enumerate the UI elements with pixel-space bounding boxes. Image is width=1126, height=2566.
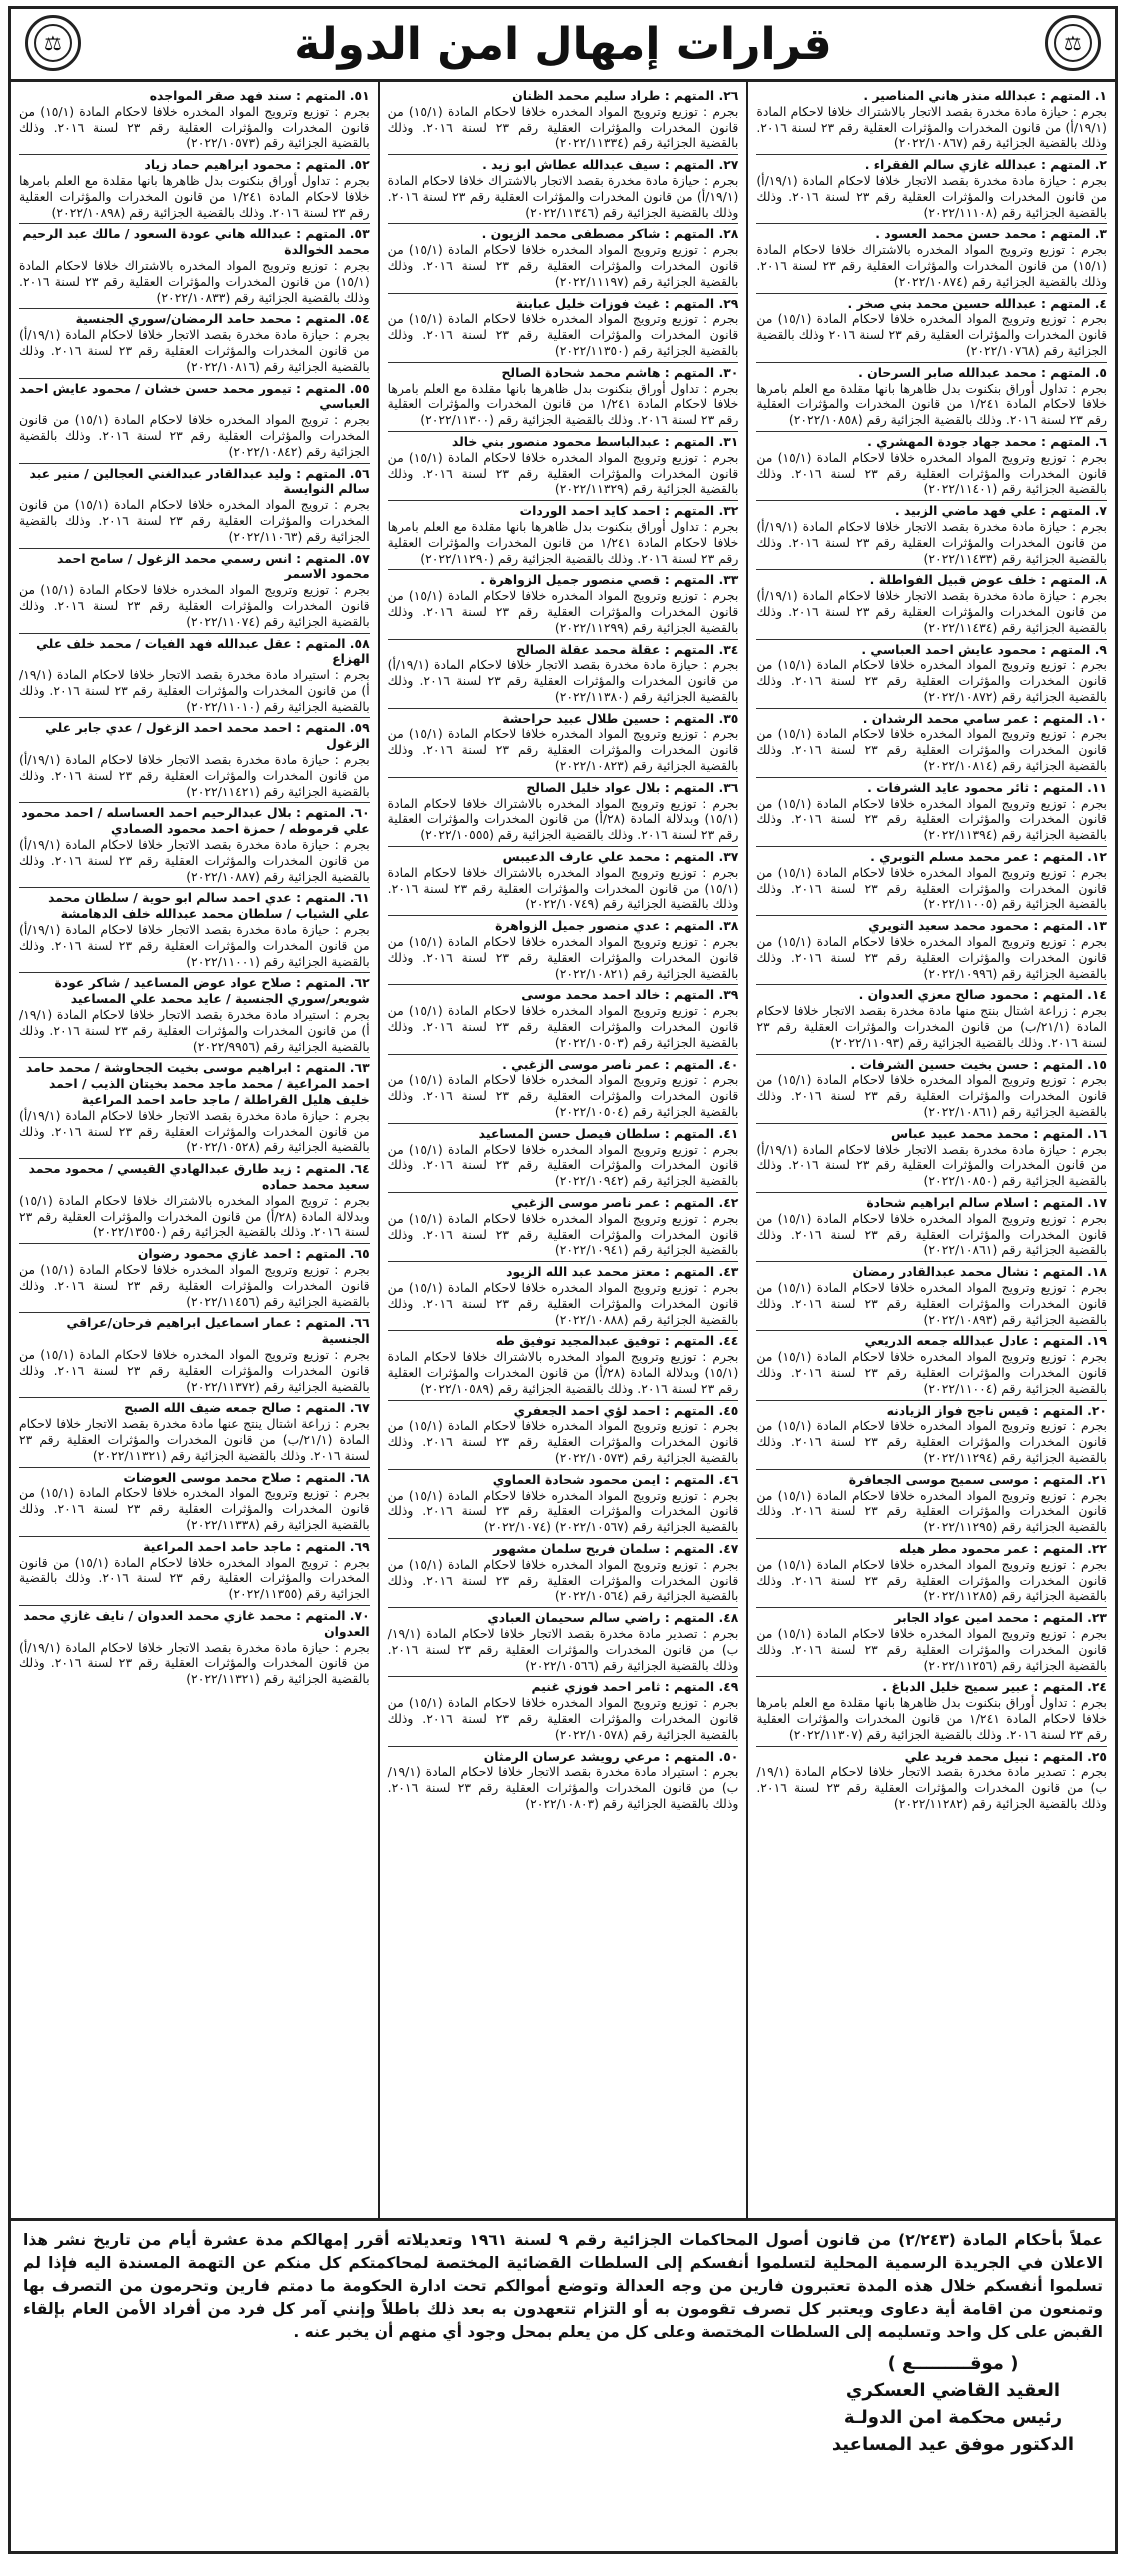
defendant-name: ١٦. المتهم : محمد محمد عبيد عباس (891, 1125, 1107, 1141)
decision-entry (388, 1055, 739, 1124)
defendant-name: ٦٠. المتهم : بلال عبدالرحيم احمد العساسله / احمد محمود علي قرموطه / حمزة احمد محمود الصمادي (21, 805, 370, 837)
header (11, 9, 1115, 82)
decision-entry (388, 294, 739, 363)
decision-entry (756, 155, 1107, 224)
defendant-name: ٦٩. المتهم : ماجد حامد احمد المراعية (143, 1538, 370, 1554)
decision-entry (388, 1470, 739, 1539)
defendant-name: ٨. المتهم : خلف عوض قبيل الفواطلة . (869, 572, 1107, 588)
decision-entry (388, 570, 739, 639)
charge-text: بجرم : حيازة مادة مخدرة بقصد الاتجار خلافا لاحكام المادة (١٩/١/أ) من قانون المخدرات والمؤثرات العقلية رقم ٢٣ لسنة ٢٠١٦. وذلك بالقضية الجزائية رقم (٢٠٢٢/١٠٨٨٧) (18, 837, 370, 884)
state-emblem-icon: ⚖ (1045, 15, 1101, 71)
defendant-name: ٤٩. المتهم : ثامر احمد فوزي غنيم (531, 1679, 739, 1695)
charge-text: بجرم : توزيع وترويج المواد المخدره خلافا لاحكام المادة (١٥/١) من قانون المخدرات والمؤثرات العقلية رقم ٢٣ لسنة ٢٠١٦. وذلك بالقضية الجزائية رقم (٢٠٢٢/١٠٥٦٤) (387, 1556, 739, 1604)
defendant-name: ٥. المتهم : محمد عبدالله صابر السرحان . (858, 364, 1107, 380)
decision-entry (19, 1468, 370, 1537)
charge-text: بجرم : توزيع وترويج المواد المخدره خلافا لاحكام المادة (١٥/١) من قانون المخدرات والمؤثرات العقلية رقم ٢٣ لسنة ٢٠١٦. وذلك بالقضية الجزائية رقم (٢٠٢٢/١٠٥٠٤) (387, 1072, 739, 1120)
defendant-name: ٥٣. المتهم : عبدالله هاني عودة السعود / مالك عبد الرحيم محمد الخوالدة (22, 226, 370, 258)
charge-text: بجرم : توزيع وترويج المواد المخدره بالاشتراك خلافا لاحكام المادة (١٥/١) من قانون المخدرات والمؤثرات العقلية رقم ٢٣ لسنة ٢٠١٦. وذلك بالقضية الجزائية رقم (٢٠٢٢/١٠٨٧٤) (756, 242, 1107, 289)
signature-rank: العقيد القاضي العسكري (845, 2380, 1061, 2401)
decision-entry (756, 1470, 1107, 1539)
decision-entry (388, 847, 739, 916)
decision-entry (756, 1193, 1107, 1262)
defendant-name: ٦٦. المتهم : عمار اسماعيل ابراهيم فرحان/عراقي الجنسية (66, 1315, 370, 1347)
defendant-name: ١. المتهم : عبدالله منذر هاني المناصير . (863, 88, 1107, 103)
decision-entry (756, 501, 1107, 570)
charge-text: بجرم : زراعة اشتال ينتج عنها مادة مخدرة بقصد الاتجار خلافا لاحكام المادة (٢١/١/ب) من قانون المخدرات والمؤثرات العقلية رقم ٢٣ لسنة ٢٠١٦. وذلك بالقضية الجزائية رقم (٢٠٢٢/١١٣٢١) (18, 1416, 370, 1463)
charge-text: بجرم : تداول أوراق بنكنوت بدل ظاهرها بانها مقلدة مع العلم بامرها خلافا لاحكام المادة ١/٢٤١ من قانون المخدرات والمؤثرات العقلية رقم ٢٣ لسنة ٢٠١٦. وذلك بالقضية الجزائية رقم (٢٠٢٢/١١٢٩٠) (387, 518, 739, 566)
decision-entry (19, 1058, 370, 1159)
charge-text: بجرم : حيازة مادة مخدرة بقصد الاتجار خلافا لاحكام المادة (١٩/١/أ) من قانون المخدرات والمؤثرات العقلية رقم ٢٣ لسنة ٢٠١٦. وذلك بالقضية الجزائية رقم (٢٠٢٢/١٠٨١٦) (18, 327, 370, 374)
defendant-name: ٣٤. المتهم : عقلة محمد عقلة الصالح (516, 641, 739, 657)
signature-block (803, 2350, 1103, 2458)
charge-text: بجرم : توزيع وترويج المواد المخدره خلافا لاحكام المادة (١٥/١) من قانون المخدرات والمؤثرات العقلية رقم ٢٣ لسنة ٢٠١٦. وذلك بالقضية الجزائية رقم (٢٠٢٢/١١٣٢٩) (387, 449, 739, 497)
decision-entry (19, 224, 370, 309)
defendant-name: ٤٦. المتهم : ايمن محمود شحادة العماوي (492, 1471, 739, 1487)
charge-text: بجرم : حيازة مادة مخدرة بقصد الاتجار خلافا لاحكام المادة (١٩/١/أ) من قانون المخدرات والمؤثرات العقلية رقم ٢٣ لسنة ٢٠١٦. وذلك بالقضية الجزائية رقم (٢٠٢٢/١١٤٣٤) (756, 588, 1107, 635)
defendant-name: ٢٣. المتهم : محمد امين عواد الجابر (894, 1610, 1107, 1626)
columns-container (11, 82, 1115, 2221)
charge-text: بجرم : استيراد مادة مخدرة بقصد الاتجار خلافا لاحكام المادة (١٩/١/ب) من قانون المخدرات والمؤثرات العقلية رقم ٢٣ لسنة ٢٠١٦. وذلك بالقضية الجزائية رقم (٢٠٢٢/١٠٨٠٣) (387, 1764, 739, 1811)
decision-entry (388, 1193, 739, 1262)
decision-entry (19, 379, 370, 464)
defendant-name: ٣٥. المتهم : حسين طلال عبيد حراحشة (502, 710, 739, 726)
defendant-name: ٣٣. المتهم : قصي منصور جميل الزواهرة . (480, 572, 739, 588)
document-page (8, 6, 1118, 2554)
defendant-name: ٣١. المتهم : عبدالباسط محمود منصور بني خالد (451, 433, 739, 449)
charge-text: بجرم : حيازة مادة مخدرة بقصد الاتجار خلافا لاحكام المادة (١٩/١/أ) من قانون المخدرات والمؤثرات العقلية رقم ٢٣ لسنة ٢٠١٦. وذلك بالقضية الجزائية رقم (٢٠٢٢/١١٤٣٣) (756, 518, 1107, 566)
charge-text: بجرم : استيراد مادة مخدرة بقصد الاتجار خلافا لاحكام المادة (١٩/١/أ) من قانون المخدرات والمؤثرات العقلية رقم ٢٣ لسنة ٢٠١٦. وذلك بالقضية الجزائية رقم (٢٠٢٢/١١٠١٠) (18, 667, 370, 714)
charge-text: بجرم : تداول أوراق بنكنوت بدل ظاهرها بانها مقلدة مع العلم بامرها خلافا لاحكام المادة ١/٢٤١ من قانون المخدرات والمؤثرات العقلية رقم ٢٣ لسنة ٢٠١٦. وذلك بالقضية الجزائية رقم (٢٠٢٢/١٠٨٩٨) (18, 172, 370, 220)
defendant-name: ١٤. المتهم : محمود صالح معزي العدوان . (858, 987, 1107, 1003)
page-title: قرارات إمهال امن الدولة (294, 18, 832, 70)
charge-text: بجرم : توزيع وترويج المواد المخدره خلافا لاحكام المادة (١٥/١) من قانون المخدرات والمؤثرات العقلية رقم ٢٣ لسنة ٢٠١٦. وذلك بالقضية الجزائية رقم (٢٠٢٢/١٠٨٢٣) (387, 726, 739, 774)
column-1 (746, 82, 1115, 2218)
charge-text: بجرم : توزيع وترويج المواد المخدره خلافا لاحكام المادة (١٥/١) من قانون المخدرات والمؤثرات العقلية رقم ٢٣ لسنة ٢٠١٦. وذلك بالقضية الجزائية رقم (٢٠٢٢/١٠٥٧٨) (387, 1695, 739, 1742)
defendant-name: ٢٠. المتهم : قيس ناجح فواز الزيادنه (886, 1402, 1107, 1418)
charge-text: بجرم : توزيع وترويج المواد المخدره خلافا لاحكام المادة (١٥/١) من قانون المخدرات والمؤثرات العقلية رقم ٢٣ لسنة ٢٠١٦. وذلك بالقضية الجزائية رقم (٢٠٢٢/١١٠٠٤) (756, 1349, 1107, 1396)
charge-text: بجرم : حيازة مادة مخدرة بقصد الاتجار خلافا لاحكام المادة (١٩/١/أ) من قانون المخدرات والمؤثرات العقلية رقم ٢٣ لسنة ٢٠١٦. وذلك بالقضية الجزائية رقم (٢٠٢٢/١١١٠٨) (756, 172, 1107, 220)
charge-text: بجرم : توزيع وترويج المواد المخدره خلافا لاحكام المادة (١٥/١) من قانون المخدرات والمؤثرات العقلية رقم ٢٣ لسنة ٢٠١٦. وذلك بالقضية الجزائية رقم (٢٠٢٢/١٠٨١٤) (756, 726, 1107, 774)
defendant-name: ٥٧. المتهم : انس رسمي محمد الزغول / سامح احمد محمود الاسمر (57, 550, 370, 582)
decision-entry (388, 778, 739, 847)
defendant-name: ٢٧. المتهم : سيف عبدالله عطاش ابو زيد . (482, 157, 739, 173)
charge-text: بجرم : حيازة مادة مخدرة بقصد الاتجار خلافا لاحكام المادة (١٩/١/أ) من قانون المخدرات والمؤثرات العقلية رقم ٢٣ لسنة ٢٠١٦. وذلك بالقضية الجزائية رقم (٢٠٢٢/١١٤٢١) (18, 752, 370, 799)
decision-entry (756, 570, 1107, 639)
decision-entry (19, 1606, 370, 1690)
charge-text: بجرم : تداول أوراق بنكنوت بدل ظاهرها بانها مقلدة مع العلم بامرها خلافا لاحكام المادة ١/٢٤١ من قانون المخدرات والمؤثرات العقلية رقم ٢٣ لسنة ٢٠١٦. وذلك بالقضية الجزائية رقم (٢٠٢٢/١١٣٠٧) (756, 1695, 1107, 1742)
defendant-name: ٣٠. المتهم : هاشم محمد شحادة الصالح (501, 364, 739, 380)
defendant-name: ٤٧. المتهم : سلمان فريح سلمان مشهور (493, 1540, 739, 1556)
defendant-name: ٢. المتهم : عبدالله غازي سالم الفقراء . (864, 157, 1107, 173)
defendant-name: ٥٦. المتهم : وليد عبدالقادر عبدالغني العجالين / منير عبد سالم النوايسة (29, 465, 370, 497)
decision-entry (756, 778, 1107, 847)
defendant-name: ٦١. المتهم : عدي احمد سالم ابو حوية / سلطان محمد علي الشياب / سلطان محمد عبدالله خلف الدهامشة (48, 890, 370, 922)
defendant-name: ٢٨. المتهم : شاكر مصطفى محمد الزيون . (481, 226, 739, 242)
decision-entry (756, 1608, 1107, 1677)
charge-text: بجرم : توزيع وترويج المواد المخدره خلافا لاحكام المادة (١٥/١) من قانون المخدرات والمؤثرات العقلية رقم ٢٣ لسنة ٢٠١٦. وذلك بالقضية الجزائية رقم (٢٠٢٢/١١٤٠١) (756, 449, 1107, 497)
defendant-name: ٣٩. المتهم : خالد احمد محمد موسى (521, 987, 739, 1003)
decision-entry (19, 549, 370, 634)
defendant-name: ٢٥. المتهم : نبيل محمد فريد علي (904, 1748, 1107, 1764)
defendant-name: ٤٤. المتهم : توفيق عبدالمجيد توفيق طه (495, 1333, 739, 1349)
defendant-name: ٢٩. المتهم : غيث فوزات خليل عبابنة (515, 295, 739, 311)
charge-text: بجرم : توزيع وترويج المواد المخدره خلافا لاحكام المادة (١٥/١) من قانون المخدرات والمؤثرات العقلية رقم ٢٣ لسنة ٢٠١٦. وذلك بالقضية الجزائية رقم (٢٠٢٢/١١٤٥٦) (18, 1261, 370, 1309)
defendant-name: ١١. المتهم : ثائر محمود عايد الشرفات . (867, 779, 1107, 795)
charge-text: بجرم : توزيع وترويج المواد المخدره خلافا لاحكام المادة (١٥/١) من قانون المخدرات والمؤثرات العقلية رقم ٢٣ لسنة ٢٠١٦. وذلك بالقضية الجزائية رقم (٢٠٢٢/١١١٩٧) (387, 242, 739, 289)
defendant-name: ٣٨. المتهم : عدي منصور جميل الزواهرة (495, 918, 739, 934)
decision-entry (388, 501, 739, 570)
column-2 (378, 82, 747, 2218)
decision-entry (756, 432, 1107, 501)
defendant-name: ١٨. المتهم : نشال محمد عبدالقادر رمضان (852, 1264, 1107, 1280)
defendant-name: ١٠. المتهم : عمر سامي محمد الرشدان . (862, 710, 1107, 726)
charge-text: بجرم : تداول أوراق بنكنوت بدل ظاهرها بانها مقلدة مع العلم بامرها خلافا لاحكام المادة ١/٢٤١ من قانون المخدرات والمؤثرات العقلية رقم ٢٣ لسنة ٢٠١٦. وذلك بالقضية الجزائية رقم (٢٠٢٢/١٠٨٥٨) (756, 380, 1107, 428)
charge-text: بجرم : توزيع وترويج المواد المخدره خلافا لاحكام المادة (١٥/١) من قانون المخدرات والمؤثرات العقلية رقم ٢٣ لسنة ٢٠١٦. وذلك بالقضية الجزائية رقم (٢٠٢٢/١٠٨٧٢) (756, 657, 1107, 704)
defendant-name: ٥٢. المتهم : محمود ابراهيم حماد زياد (144, 157, 370, 173)
decision-entry (756, 1677, 1107, 1746)
decision-entry (756, 1055, 1107, 1124)
defendant-name: ٦٨. المتهم : صلاح محمد موسى العوضات (123, 1469, 370, 1485)
charge-text: بجرم : توزيع وترويج المواد المخدره خلافا لاحكام المادة (١٥/١) من قانون المخدرات والمؤثرات العقلية رقم ٢٣ لسنة ٢٠١٦. وذلك بالقضية الجزائية رقم (٢٠٢٢/١١٢٩٥) (756, 1487, 1107, 1535)
defendant-name: ٤١. المتهم : سلطان فيصل حسن المساعيد (478, 1125, 739, 1141)
decision-entry (756, 916, 1107, 985)
charge-text: بجرم : ترويج المواد المخدره خلافا لاحكام المادة (١٥/١) من قانون المخدرات والمؤثرات العقلية رقم ٢٣ لسنة ٢٠١٦. وذلك بالقضية الجزائية رقم (٢٠٢٢/١٠٨٤٢) (18, 412, 370, 459)
defendant-name: ٤٢. المتهم : عمر ناصر موسى الزغبي (511, 1195, 739, 1210)
charge-text: بجرم : توزيع وترويج المواد المخدره خلافا لاحكام المادة (١٥/١) من قانون المخدرات والمؤثرات العقلية رقم ٢٣ لسنة ٢٠١٦. وذلك بالقضية الجزائية رقم (٢٠٢٢/١٠٥٧٣) (18, 103, 370, 151)
charge-text: بجرم : تداول أوراق بنكنوت بدل ظاهرها بانها مقلدة مع العلم بامرها خلافا لاحكام المادة ١/٢٤١ من قانون المخدرات والمؤثرات العقلية رقم ٢٣ لسنة ٢٠١٦. وذلك بالقضية الجزائية رقم (٢٠٢٢/١١٣٠٠) (387, 380, 739, 428)
charge-text: بجرم : توزيع وترويج المواد المخدره خلافا لاحكام المادة (١٥/١) من قانون المخدرات والمؤثرات العقلية رقم ٢٣ لسنة ٢٠١٦. وذلك بالقضية الجزائية رقم (٢٠٢٢/١٠٨٩٣) (756, 1279, 1107, 1327)
defendant-name: ٤٣. المتهم : معتز محمد عبد الله الزيود (506, 1264, 739, 1280)
decision-entry (19, 309, 370, 378)
charge-text: بجرم : توزيع وترويج المواد المخدره خلافا لاحكام المادة (١٥/١) من قانون المخدرات والمؤثرات العقلية رقم ٢٣ لسنة ٢٠١٦. وذلك بالقضية الجزائية رقم (٢٠٢٢/١١٠٧٤) (18, 582, 370, 629)
decision-entry (388, 363, 739, 432)
defendant-name: ٣٧. المتهم : محمد علي عارف الدعيبس (502, 849, 739, 865)
decision-entry (756, 86, 1107, 155)
decision-entry (388, 155, 739, 224)
defendant-name: ٧. المتهم : علي فهد ماضي الزبيد . (894, 503, 1107, 519)
charge-text: بجرم : حيازة مادة مخدرة بقصد الاتجار خلافا لاحكام المادة (١٩/١/أ) من قانون المخدرات والمؤثرات العقلية رقم ٢٣ لسنة ٢٠١٦. وذلك بالقضية الجزائية رقم (٢٠٢٢/١١٠٠١) (18, 922, 370, 969)
defendant-name: ٣٢. المتهم : احمد كايد احمد الوردات (519, 503, 739, 519)
decision-entry (388, 1677, 739, 1746)
defendant-name: ١٥. المتهم : حسن بخيت حسين الشرفات . (850, 1056, 1107, 1072)
decision-entry (756, 847, 1107, 916)
charge-text: بجرم : توزيع وترويج المواد المخدره خلافا لاحكام المادة (١٥/١) من قانون المخدرات والمؤثرات العقلية رقم ٢٣ لسنة ٢٠١٦. وذلك بالقضية الجزائية رقم (٢٠٢٢/١٠٨٨٨) (387, 1279, 739, 1327)
decision-entry (19, 973, 370, 1058)
charge-text: بجرم : حيازة مادة مخدرة بقصد الاتجار خلافا لاحكام المادة (١٩/١/أ) من قانون المخدرات والمؤثرات العقلية رقم ٢٣ لسنة ٢٠١٦. وذلك بالقضية الجزائية رقم (٢٠٢٢/١١٣٨٠) (387, 657, 739, 704)
decision-entry (388, 709, 739, 778)
decision-entry (19, 1313, 370, 1398)
charge-text: بجرم : ترويج المواد المخدره خلافا لاحكام المادة (١٥/١) من قانون المخدرات والمؤثرات العقلية رقم ٢٣ لسنة ٢٠١٦. وذلك بالقضية الجزائية رقم (٢٠٢٢/١١٠٦٣) (18, 497, 370, 544)
defendant-name: ٢٦. المتهم : طراد سليم محمد الظنان (512, 88, 739, 103)
decision-entry (388, 1608, 739, 1677)
defendant-name: ٥١. المتهم : سند فهد صقر المواجده (149, 88, 370, 103)
defendant-name: ٩. المتهم : محمود عايش احمد العباسي . (861, 641, 1107, 657)
charge-text: بجرم : زراعة اشتال بنتج منها مادة مخدرة بقصد الاتجار خلافا لاحكام المادة (٢١/١/ب) من قانون المخدرات والمؤثرات العقلية رقم ٢٣ لسنة ٢٠١٦. وذلك بالقضية الجزائية رقم (٢٠٢٢/١١٠٩٣) (756, 1003, 1107, 1050)
charge-text: بجرم : توزيع وترويج المواد المخدره خلافا لاحكام المادة (١٥/١) من قانون المخدرات والمؤثرات العقلية رقم ٢٣ لسنة ٢٠١٦. وذلك بالقضية الجزائية رقم (٢٠٢٢/١٠٩٤١) (387, 1210, 739, 1258)
defendant-name: ١٧. المتهم : اسلام سالم ابراهيم شحادة (866, 1195, 1107, 1210)
charge-text: بجرم : حيازة مادة مخدرة بقصد الاتجار بالاشتراك خلافا لاحكام المادة (١٩/١/أ) من قانون المخدرات والمؤثرات العقلية رقم ٢٣ لسنة ٢٠١٦. وذلك بالقضية الجزائية رقم (٢٠٢٢/١٠٨٦٧) (756, 103, 1107, 151)
charge-text: بجرم : توزيع وترويج المواد المخدره خلافا لاحكام المادة (١٥/١) من قانون المخدرات والمؤثرات العقلية رقم ٢٣ لسنة ٢٠١٦. وذلك بالقضية الجزائية رقم (٢٠٢٢/١١٠٠٥) (756, 864, 1107, 912)
charge-text: بجرم : استيراد مادة مخدرة بقصد الاتجار خلافا لاحكام المادة (١٩/١/أ) من قانون المخدرات والمؤثرات العقلية رقم ٢٣ لسنة ٢٠١٦. وذلك بالقضية الجزائية رقم (٢٠٢٢/٩٩٥٦) (18, 1007, 370, 1054)
defendant-name: ٤٨. المتهم : راضي سالم سحيمان العبادي (487, 1610, 739, 1626)
decision-entry (756, 985, 1107, 1054)
defendant-name: ٢٢. المتهم : عمر محمود مطر هيله (898, 1540, 1107, 1556)
defendant-name: ١٣. المتهم : محمود محمد سعيد التويري (868, 918, 1107, 934)
charge-text: بجرم : حيازة مادة مخدرة بقصد الاتجار بالاشتراك خلافا لاحكام المادة (١٩/١/أ) من قانون المخدرات والمؤثرات العقلية رقم ٢٣ لسنة ٢٠١٦. وذلك بالقضية الجزائية رقم (٢٠٢٢/١١٣٤٦) (387, 172, 739, 220)
column-3 (11, 82, 378, 2218)
defendant-name: ٤. المتهم : عبدالله حسين محمد بني صخر . (847, 295, 1107, 311)
signature-name: الدكتور موفق عيد المساعيد (831, 2434, 1075, 2455)
decision-entry (19, 1398, 370, 1467)
defendant-name: ٤٠. المتهم : عمر ناصر موسى الزغبي . (502, 1056, 739, 1072)
charge-text: بجرم : توزيع وترويج المواد المخدره بالاشتراك خلافا لاحكام المادة (١٥/١) وبدلالة المادة (٢٨/أ) من قانون المخدرات والمؤثرات العقلية رقم ٢٣ لسنة ٢٠١٦. وذلك بالقضية الجزائية رقم (٢٠٢٢/١٠٥٥٥) (387, 795, 739, 843)
decision-entry (19, 888, 370, 973)
decision-entry (388, 1124, 739, 1193)
charge-text: بجرم : توزيع وترويج المواد المخدره خلافا لاحكام المادة (١٥/١) من قانون المخدرات والمؤثرات العقلية رقم ٢٣ لسنة ٢٠١٦. وذلك بالقضية الجزائية رقم (٢٠٢٢/١١٢٩٤) (756, 1418, 1107, 1465)
defendant-name: ٥٩. المتهم : احمد محمد احمد الزغول / عدي جابر علي الزغول (45, 720, 370, 752)
charge-text: بجرم : توزيع وترويج المواد المخدره خلافا لاحكام المادة (١٥/١) من قانون المخدرات والمؤثرات العقلية رقم ٢٣ لسنة ٢٠١٦. وذلك بالقضية الجزائية رقم (٢٠٢٢/١١٢٨٥) (756, 1556, 1107, 1604)
charge-text: بجرم : حيازة مادة مخدرة بقصد الاتجار خلافا لاحكام المادة (١٩/١/أ) من قانون المخدرات والمؤثرات العقلية رقم ٢٣ لسنة ٢٠١٦. وذلك بالقضية الجزائية رقم (٢٠٢٢/١١٣٢١) (18, 1639, 370, 1687)
charge-text: بجرم : توزيع وترويج المواد المخدره خلافا لاحكام المادة (١٥/١) من قانون المخدرات والمؤثرات العقلية رقم ٢٣ لسنة ٢٠١٦. وذلك بالقضية الجزائية رقم (٢٠٢٢/١٠٩٩٦) (756, 934, 1107, 981)
decision-entry (19, 1244, 370, 1313)
defendant-name: ٦. المتهم : محمد جهاد جودة المهشري . (867, 433, 1107, 449)
defendant-name: ١٩. المتهم : عادل عبدالله جمعه الدريعي (864, 1333, 1107, 1349)
charge-text: بجرم : توزيع وترويج المواد المخدره خلافا لاحكام المادة (١٥/١) من قانون المخدرات والمؤثرات العقلية رقم ٢٣ لسنة ٢٠١٦. وذلك بالقضية الجزائية رقم (٢٠٢٢/١٠٥٠٣) (387, 1003, 739, 1050)
defendant-name: ٥٨. المتهم : عقل عبدالله فهد الفيات / محمد خلف علي الهزاع (36, 635, 370, 667)
defendant-name: ٥٤. المتهم : محمد حامد الرمضان/سوري الجنسية (75, 311, 370, 327)
charge-text: بجرم : حيازة مادة مخدرة بقصد الاتجار خلافا لاحكام المادة (١٩/١/أ) من قانون المخدرات والمؤثرات العقلية رقم ٢٣ لسنة ٢٠١٦. وذلك بالقضية الجزائية رقم (٢٠٢٢/١٠٨٥٠) (756, 1141, 1107, 1189)
decision-entry (388, 916, 739, 985)
defendant-name: ٦٤. المتهم : زيد طارق عبدالهادي القيسي / محمود محمد سعيد محمد حماده (28, 1161, 370, 1192)
decision-entry (756, 1747, 1107, 1815)
charge-text: بجرم : توزيع وترويج المواد المخدره خلافا لاحكام المادة (١٥/١) من قانون المخدرات والمؤثرات العقلية رقم ٢٣ لسنة ٢٠١٦. وذلك بالقضية الجزائية رقم (٢٠٢٢/١١٣٩٤) (756, 795, 1107, 843)
decision-entry (756, 640, 1107, 709)
defendant-name: ٧٠. المتهم : محمد غازي محمد العدوان / نايف غازي محمد العدوان (23, 1607, 370, 1639)
defendant-name: ٦٧. المتهم : صالح جمعه ضيف الله الصبح (124, 1400, 370, 1416)
charge-text: بجرم : توزيع وترويج المواد المخدره خلافا لاحكام المادة (١٥/١) من قانون المخدرات والمؤثرات العقلية رقم ٢٣ لسنة ٢٠١٦. وذلك بالقضية الجزائية رقم (٢٠٢٢/١٠٨٢١) (387, 934, 739, 981)
defendant-name: ٣٦. المتهم : بلال عواد خليل الصالح (526, 779, 739, 795)
charge-text: بجرم : تصدير مادة مخدرة بقصد الاتجار خلافا لاحكام المادة (١٩/١/ب) من قانون المخدرات والمؤثرات العقلية رقم ٢٣ لسنة ٢٠١٦. وذلك بالقضية الجزائية رقم (٢٠٢٢/١١٢٨٢) (756, 1764, 1107, 1811)
charge-text: بجرم : توزيع وترويج المواد المخدره خلافا لاحكام المادة (١٥/١) من قانون المخدرات والمؤثرات العقلية رقم ٢٣ لسنة ٢٠١٦. وذلك بالقضية الجزائية رقم (٢٠٢٢/١١٣٣٤) (387, 103, 739, 151)
decision-entry (756, 1331, 1107, 1400)
charge-text: بجرم : توزيع وترويج المواد المخدره خلافا لاحكام المادة (١٥/١) من قانون المخدرات والمؤثرات العقلية رقم ٢٣ لسنة ٢٠١٦. وذلك بالقضية الجزائية رقم (٢٠٢٢/١١٢٥٦) (756, 1625, 1107, 1673)
charge-text: بجرم : ترويج المواد المخدره خلافا لاحكام المادة (١٥/١) من قانون المخدرات والمؤثرات العقلية رقم ٢٣ لسنة ٢٠١٦. وذلك بالقضية الجزائية رقم (٢٠٢٢/١١٣٥٥) (18, 1554, 370, 1602)
decision-entry (388, 224, 739, 293)
decision-entry (756, 1539, 1107, 1608)
decision-entry (19, 634, 370, 719)
defendant-name: ٢٤. المتهم : عبير سميح خليل الدباغ . (882, 1679, 1107, 1695)
decision-entry (388, 1262, 739, 1331)
decision-entry (388, 86, 739, 155)
charge-text: بجرم : توزيع وترويج المواد المخدره خلافا لاحكام المادة (١٥/١) من قانون المخدرات والمؤثرات العقلية رقم ٢٣ لسنة ٢٠١٦. وذلك بالقضية الجزائية رقم (٢٠٢٢/١٠٥٦٧) (٢٠٢٢/١٠٧٤) (387, 1487, 739, 1535)
decision-entry (756, 224, 1107, 293)
decision-entry (388, 640, 739, 709)
charge-text: بجرم : توزيع وترويج المواد المخدره خلافا لاحكام المادة (١٥/١) من قانون المخدرات والمؤثرات العقلية رقم ٢٣ لسنة ٢٠١٦ وذلك بالقضية الجزائية رقم (٢٠٢٢/١٠٧٦٨) (756, 311, 1107, 358)
decision-entry (756, 363, 1107, 432)
decision-entry (19, 803, 370, 888)
defendant-name: ١٢. المتهم : عمر محمد مسلم التوبري . (870, 849, 1107, 865)
charge-text: بجرم : حيازة مادة مخدرة بقصد الاتجار خلافا لاحكام المادة (١٩/١/أ) من قانون المخدرات والمؤثرات العقلية رقم ٢٣ لسنة ٢٠١٦. وذلك بالقضية الجزائية رقم (٢٠٢٢/١٠٥٢٨) (18, 1107, 370, 1155)
charge-text: بجرم : توزيع وترويج المواد المخدره خلافا لاحكام المادة (١٥/١) من قانون المخدرات والمؤثرات العقلية رقم ٢٣ لسنة ٢٠١٦. وذلك بالقضية الجزائية رقم (٢٠٢٢/١١٢٩٩) (387, 588, 739, 635)
charge-text: بجرم : تصدير مادة مخدرة بقصد الاتجار خلافا لاحكام المادة (١٩/١/ب) من قانون المخدرات والمؤثرات العقلية رقم ٢٣ لسنة ٢٠١٦. وذلك بالقضية الجزائية رقم (٢٠٢٢/١٠٥٦٦) (387, 1625, 739, 1673)
charge-text: بجرم : توزيع وترويج المواد المخدره بالاشتراك خلافا لاحكام المادة (١٥/١) من قانون المخدرات والمؤثرات العقلية رقم ٢٣ لسنة ٢٠١٦. وذلك بالقضية الجزائية رقم (٢٠٢٢/١٠٧٤٩) (387, 864, 739, 912)
decision-entry (19, 86, 370, 155)
decision-entry (19, 1537, 370, 1606)
charge-text: بجرم : توزيع وترويج المواد المخدره بالاشتراك خلافا لاحكام المادة (١٥/١) وبدلالة المادة (٢٨/أ) من قانون المخدرات والمؤثرات العقلية رقم ٢٣ لسنة ٢٠١٦. وذلك بالقضية الجزائية رقم (٢٠٢٢/١٠٥٨٩) (387, 1349, 739, 1396)
charge-text: بجرم : توزيع وترويج المواد المخدره بالاشتراك خلافا لاحكام المادة (١٥/١) من قانون المخدرات والمؤثرات العقلية رقم ٢٣ لسنة ٢٠١٦. وذلك بالقضية الجزائية رقم (٢٠٢٢/١٠٨٣٣) (18, 257, 370, 305)
state-emblem-icon: ⚖ (25, 15, 81, 71)
charge-text: بجرم : توزيع وترويج المواد المخدره خلافا لاحكام المادة (١٥/١) من قانون المخدرات والمؤثرات العقلية رقم ٢٣ لسنة ٢٠١٦. وذلك بالقضية الجزائية رقم (٢٠٢٢/١١٣٧٢) (18, 1346, 370, 1394)
decision-entry (756, 1401, 1107, 1470)
signature-stamp: ( موقـــــــــع ) (887, 2353, 1019, 2374)
decision-entry (19, 1159, 370, 1244)
defendant-name: ٥٥. المتهم : تيمور محمد حسن خشان / محمود عايش احمد العباسي (19, 380, 370, 412)
defendant-name: ٦٢. المتهم : صلاح عواد عوض المساعيد / شاكر عودة شويعر/سوري الجنسية / عايد محمد علي المساعيد (54, 975, 370, 1007)
decision-entry (756, 1124, 1107, 1193)
decision-entry (388, 432, 739, 501)
defendant-name: ٢١. المتهم : موسى سميح موسى الجعافرة (848, 1471, 1107, 1487)
defendant-name: ٣. المتهم : محمد حسن محمد العسود . (875, 226, 1107, 242)
charge-text: بجرم : توزيع وترويج المواد المخدره خلافا لاحكام المادة (١٥/١) من قانون المخدرات والمؤثرات العقلية رقم ٢٣ لسنة ٢٠١٦. وذلك بالقضية الجزائية رقم (٢٠٢٢/١١٣٣٨) (18, 1485, 370, 1532)
decision-entry (19, 464, 370, 549)
defendant-name: ٥٠. المتهم : مرعي رويشد عرسان الرمثان (483, 1748, 739, 1764)
decision-entry (19, 718, 370, 803)
defendant-name: ٦٣. المتهم : ابراهيم موسى بخيت الجحاوشة / محمد حامد احمد المراعية / محمد ماجد محمد بخيتان الذيب / احمد خليف هليل القراطلة / ماجد حامد احمد المراعية (25, 1060, 370, 1108)
charge-text: بجرم : توزيع وترويج المواد المخدره خلافا لاحكام المادة (١٥/١) من قانون المخدرات والمؤثرات العقلية رقم ٢٣ لسنة ٢٠١٦. وذلك بالقضية الجزائية رقم (٢٠٢٢/١٠٩٤٢) (387, 1141, 739, 1189)
legal-paragraph: عملاً بأحكام المادة (٢/٢٤٣) من قانون أصول المحاكمات الجزائية رقم ٩ لسنة ١٩٦١ وتعديلاته أقرر إمهالكم مدة عشرة أيام من تاريخ نشر هذا الاعلان في الجريدة الرسمية المحلية لتسلموا أنفسكم إلى السلطات القضائية المختصة لمحاكمتكم كل منكم عن التهمة المسندة اليه فإذا لم تسلموا أنفسكم خلال هذه المدة تعتبرون فارين من وجه العدالة وتوضع أموالكم تحت ادارة الحكومة ما دمتم فارين وتحرمون من التصرف بها وتمنعون من اقامة أية دعاوى ويعتبر كل تصرف تقومون به أو التزام تتعهدون به بعد ذلك باطلاً وإنني آمر كل فرد من أفراد الأمن العام بإلقاء القبض على كل واحد وتسليمه إلى السلطات المختصة وعلى كل من يعلم بمحل وجود أي منهم أن يخبر عنه . (23, 2231, 1103, 2341)
charge-text: بجرم : توزيع وترويج المواد المخدره خلافا لاحكام المادة (١٥/١) من قانون المخدرات والمؤثرات العقلية رقم ٢٣ لسنة ٢٠١٦. وذلك بالقضية الجزائية رقم (٢٠٢٢/١٠٨٦١) (756, 1072, 1107, 1120)
decision-entry (756, 709, 1107, 778)
defendant-name: ٦٥. المتهم : احمد غازي محمود رضوان (137, 1246, 370, 1262)
footer (11, 2221, 1115, 2541)
charge-text: بجرم : توزيع وترويج المواد المخدره خلافا لاحكام المادة (١٥/١) من قانون المخدرات والمؤثرات العقلية رقم ٢٣ لسنة ٢٠١٦. وذلك بالقضية الجزائية رقم (٢٠٢٢/١١٣٥٠) (387, 311, 739, 358)
decision-entry (19, 155, 370, 224)
decision-entry (756, 294, 1107, 363)
decision-entry (388, 1401, 739, 1470)
defendant-name: ٤٥. المتهم : احمد لؤي احمد الجعفري (513, 1402, 739, 1418)
charge-text: بجرم : توزيع وترويج المواد المخدره خلافا لاحكام المادة (١٥/١) من قانون المخدرات والمؤثرات العقلية رقم ٢٣ لسنة ٢٠١٦. وذلك بالقضية الجزائية رقم (٢٠٢٢/١٠٥٧٣) (387, 1418, 739, 1465)
decision-entry (388, 1747, 739, 1815)
charge-text: بجرم : توزيع وترويج المواد المخدره خلافا لاحكام المادة (١٥/١) من قانون المخدرات والمؤثرات العقلية رقم ٢٣ لسنة ٢٠١٦. وذلك بالقضية الجزائية رقم (٢٠٢٢/١٠٨٦١) (756, 1210, 1107, 1258)
decision-entry (388, 1331, 739, 1400)
decision-entry (388, 985, 739, 1054)
charge-text: بجرم : ترويج المواد المخدره بالاشتراك خلافا لاحكام المادة (١٥/١) وبدلالة المادة (٢٨/أ) من قانون المخدرات والمؤثرات العقلية رقم ٢٣ لسنة ٢٠١٦. وذلك بالقضية الجزائية رقم (٢٠٢٢/١٣٥٥٠) (18, 1192, 370, 1240)
signature-role: رئيس محكمة امن الدولـة (843, 2407, 1063, 2428)
decision-entry (756, 1262, 1107, 1331)
decision-entry (388, 1539, 739, 1608)
